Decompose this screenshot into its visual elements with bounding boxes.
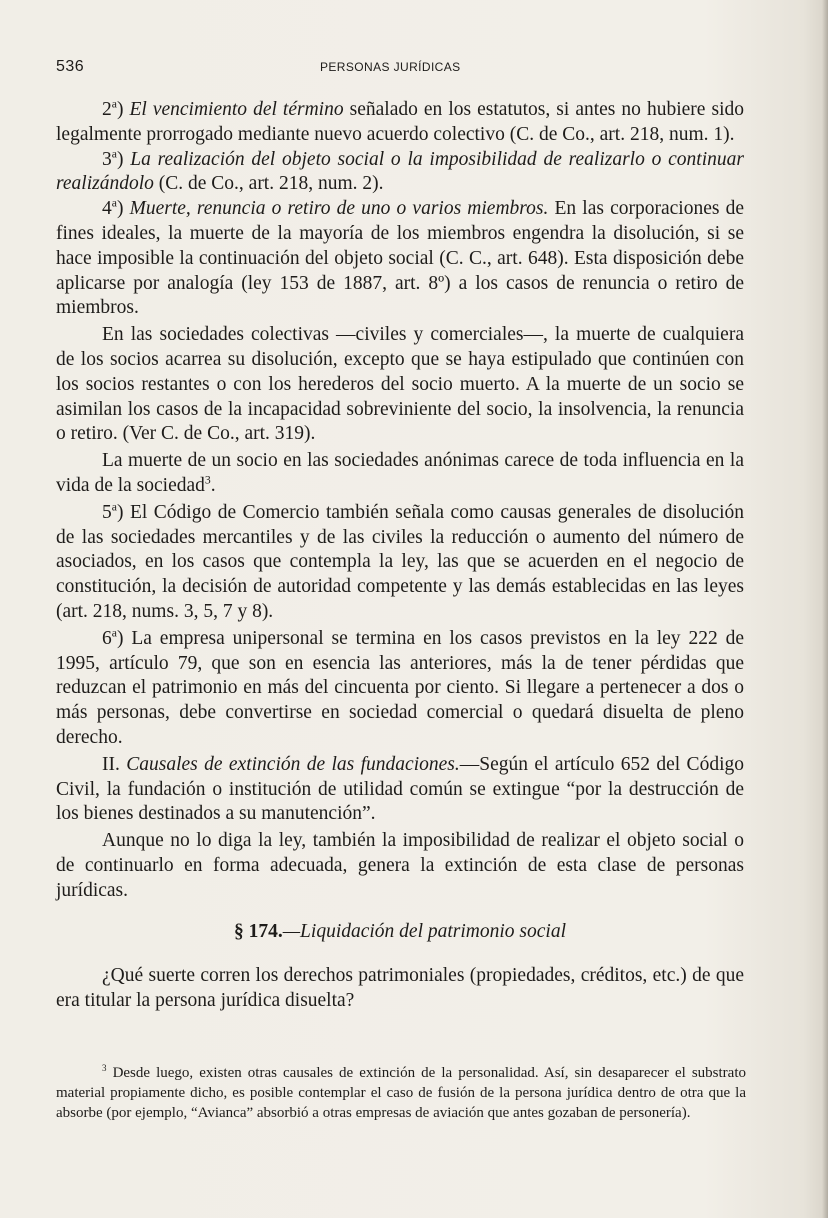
page-header	[56, 58, 772, 82]
footnote-3: $^3$ Desde luego, existen otras causales de extinción de la personalidad. Así, sin desaparecer el substrato material propiamente dicho, es posible contemplar el caso de fusión de la persona jurídica dentro de otra que la absorbe (por ejemplo, “Avianca” absorbió a otras empresas de aviación que antes gozaban de personería).	[56, 1063, 746, 1121]
paragraph-sociedades-anonimas: La muerte de un socio en las sociedades anónimas carece de toda influencia en la vida de la sociedad$^3$.	[56, 450, 744, 496]
footnotes	[56, 1063, 746, 1123]
page-edge-shadow	[822, 0, 828, 1218]
body-text	[56, 98, 744, 1014]
paragraph-imposibilidad: Aunque no lo diga la ley, también la imposibilidad de realizar el objeto social o de continuarlo en forma adecuada, genera la extinción de esta clase de personas jurídicas.	[56, 830, 744, 901]
running-head: PERSONAS JURÍDICAS	[320, 60, 461, 74]
paragraph-cause-5: 5$^a$) El Código de Comercio también señala como causas generales de disolución de las sociedades mercantiles y de las civiles la reducción o aumento del número de asociados, en los casos que contempla la ley, las que se acuerden en el negocio de constitución, la decisión de autoridad competente y las demás establecidas en las leyes (art. 218, nums. 3, 5, 7 y 8).	[56, 500, 744, 622]
paragraph-cause-3: 3$^a$) La realización del objeto social o la imposibilidad de realizarlo o continuar realizándolo (C. de Co., art. 218, num. 2).	[56, 147, 744, 195]
section-title: —Liquidación del patrimonio social	[282, 920, 567, 942]
paragraph-cause-2: 2$^a$) El vencimiento del término señalado en los estatutos, si antes no hubiere sido legalmente prorrogado mediante nuevo acuerdo colectivo (C. de Co., art. 218, num. 1).	[56, 97, 744, 145]
paragraph-question: ¿Qué suerte corren los derechos patrimoniales (propiedades, créditos, etc.) de que era titular la persona jurídica disuelta?	[56, 965, 744, 1012]
section-heading	[56, 920, 744, 945]
paragraph-sociedades-colectivas: En las sociedades colectivas —civiles y comerciales—, la muerte de cualquiera de los socios acarrea su disolución, excepto que se haya estipulado que continúen con los socios restantes o con los herederos del socio muerto. A la muerte de un socio se asimilan los casos de la incapacidad sobreviniente del socio, la insolvencia, la renuncia o retiro. (Ver C. de Co., art. 319).	[56, 324, 744, 445]
paragraph-cause-6: 6$^a$) La empresa unipersonal se termina en los casos previstos en la ley 222 de 1995, artículo 79, que son en esencia las anteriores, más la de tener pérdidas que reduzcan el patrimonio en más del cincuenta por ciento. Si llegare a pertenecer a dos o más personas, debe convertirse en sociedad comercial o quedará disuelta de pleno derecho.	[56, 626, 744, 748]
paragraph-fundaciones: II. Causales de extinción de las fundaciones.—Según el artículo 652 del Código Civil, la fundación o institución de utilidad común se extingue “por la destrucción de los bienes destinados a su manutención”.	[56, 753, 744, 825]
footnote-marker: 3	[102, 1063, 107, 1073]
paragraph-cause-4: 4$^a$) Muerte, renuncia o retiro de uno o varios miembros. En las corporaciones de fines ideales, la muerte de la mayoría de los miembros engendra la disolución, si se hace imposible la continuación del objeto social (C. C., art. 648). Esta disposición debe aplicarse por analogía (ley 153 de 1887, art. 8º) a los casos de renuncia o retiro de miembros.	[56, 196, 745, 319]
footnote-reference: 3	[204, 473, 211, 487]
section-number: § 174.	[233, 920, 283, 942]
page-number: 536	[56, 58, 85, 75]
